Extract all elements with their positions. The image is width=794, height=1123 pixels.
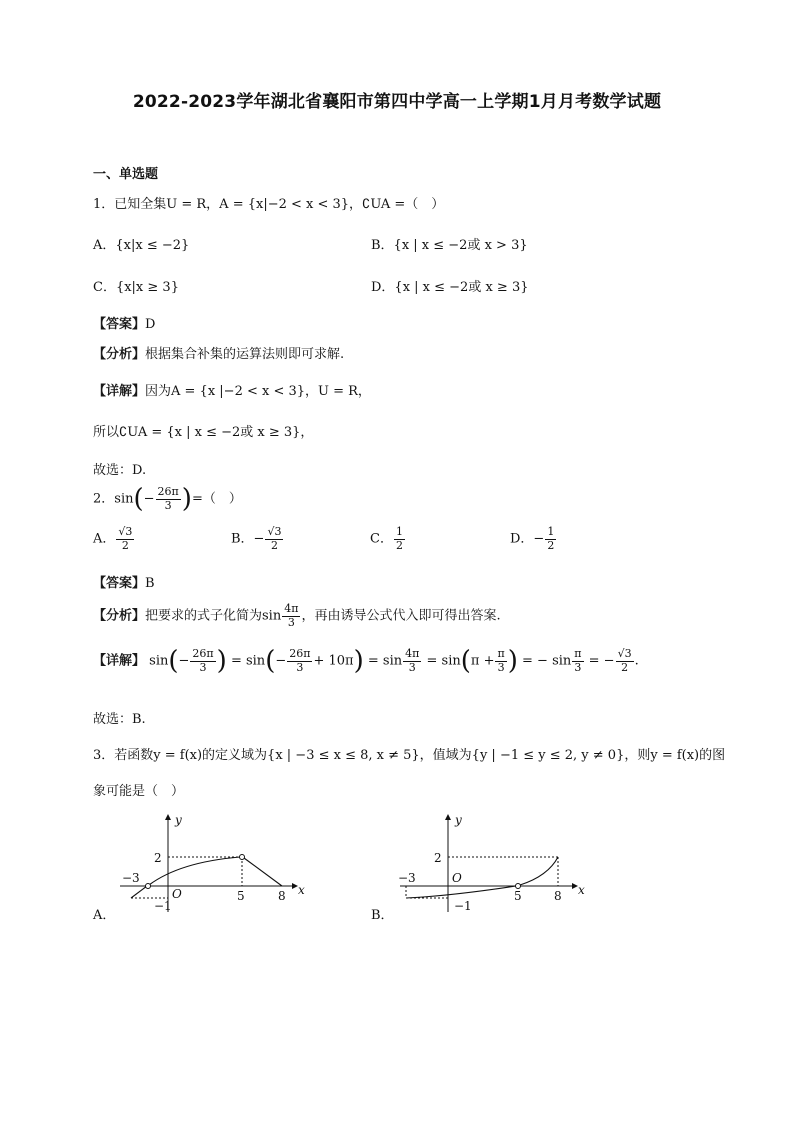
q1-answer-value: D — [145, 317, 156, 332]
q2-analysis: 【分析】把要求的式子化简为sin $\frac{4\pi}{3}$ ，再由诱导公式代入即可得出答案. — [93, 602, 501, 629]
q1-detail-line2: 所以∁UA = {x | x ≤ −2或 x ≥ 3}， — [93, 425, 314, 440]
tick-5: 5 — [237, 889, 245, 903]
tick-8: 8 — [278, 889, 286, 903]
page-title: 2022-2023学年湖北省襄阳市第四中学高一上学期1月月考数学试题 — [132, 92, 662, 112]
x-axis-label: x — [298, 883, 305, 897]
y-axis-label: y — [455, 813, 462, 827]
q1-detail — [93, 380, 371, 399]
q2-number: 2． — [93, 491, 115, 507]
tick-neg3: −3 — [398, 871, 416, 885]
tick-neg1: −1 — [454, 899, 472, 913]
q2-option-c: C． $\frac{1}{2}$ — [370, 525, 403, 552]
q1-analysis — [93, 343, 344, 362]
q1-option-b: B．{x | x ≤ −2或 x > 3} — [371, 238, 528, 253]
origin-label: O — [452, 871, 462, 885]
q2-sin: sin — [114, 491, 134, 507]
q2-answer-value: B — [145, 576, 155, 591]
q2-stem: 2．sin(− $\frac{26\pi}{3}$ )=（ ） — [93, 484, 242, 515]
q2-option-b: B．− $\frac{√3}{2}$ — [231, 525, 282, 552]
answer-label: 【答案】 — [93, 317, 146, 332]
tick-neg1: −1 — [154, 899, 172, 913]
q1-option-c: C．{x|x ≥ 3} — [93, 280, 179, 295]
q2-option-a: A． $\frac{√3}{2}$ — [93, 525, 133, 552]
q3-graph-b — [390, 812, 590, 917]
tick-8: 8 — [554, 889, 562, 903]
q3-option-a: A． — [93, 908, 116, 923]
q1-option-a: A．{x|x ≤ −2} — [93, 238, 190, 253]
q3-stem-line1: 3．若函数y = f(x)的定义域为{x | −3 ≤ x ≤ 8, x ≠ 5}，值域为{y | −1 ≤ y ≤ 2, y ≠ 0}，则y = f(x)的图 — [93, 748, 726, 763]
q1-conclusion: 故选：D. — [93, 463, 147, 478]
q1-detail-text: 因为A = {x |−2 < x < 3}，U = R， — [145, 384, 371, 399]
q2-detail: 【详解】 sin(− $\frac{26\pi}{3}$ ) = sin(− $\frac{26\pi}{3}$ + 10π) = sin $\frac{4\pi}{3}$ = sin(π + $\frac{\pi}{3}$ ) = − sin $\frac{\pi}{3}$ = − $\frac{√3}{2}$ . — [93, 646, 639, 677]
q2-conclusion: 故选：B. — [93, 712, 146, 727]
tick-2: 2 — [434, 851, 442, 865]
q1-analysis-text: 根据集合补集的运算法则即可求解. — [145, 347, 345, 362]
q2-option-d: D．− $\frac{1}{2}$ — [510, 525, 555, 552]
section-heading: 一、单选题 — [93, 167, 159, 182]
q3-option-b: B． — [371, 908, 394, 923]
q1-option-d: D．{x | x ≤ −2或 x ≥ 3} — [371, 280, 529, 295]
x-axis-label: x — [578, 883, 585, 897]
tick-2: 2 — [154, 851, 162, 865]
q2-eq-tail: =（ ） — [191, 491, 242, 507]
q1-answer — [93, 313, 155, 332]
analysis-label: 【分析】 — [93, 347, 146, 362]
q3-stem-line2: 象可能是（ ） — [93, 784, 185, 799]
q1-stem: 1．已知全集U = R，A = {x|−2 < x < 3}，∁UA =（ ） — [93, 197, 445, 212]
tick-5: 5 — [514, 889, 522, 903]
detail-label: 【详解】 — [93, 384, 146, 399]
y-axis-label: y — [175, 813, 182, 827]
origin-label: O — [172, 887, 182, 901]
q2-answer: 【答案】B — [93, 576, 155, 591]
q3-graph-a — [110, 812, 310, 917]
tick-neg3: −3 — [122, 871, 140, 885]
q2-fraction: $\frac{26\pi}{3}$ — [157, 485, 179, 512]
q2-neg: − — [143, 491, 155, 507]
